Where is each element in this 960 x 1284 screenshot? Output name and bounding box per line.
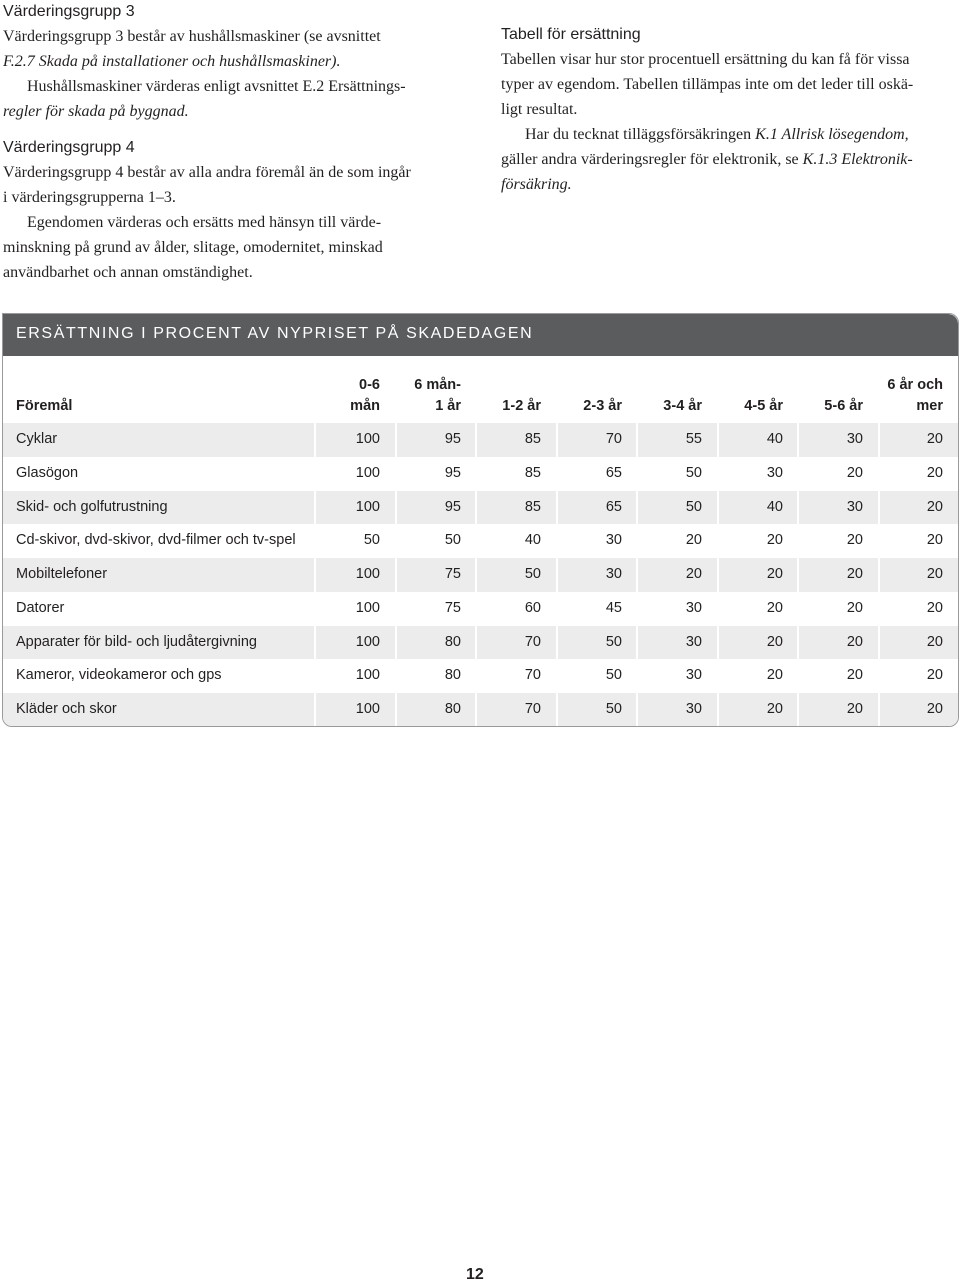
row-value: 50 bbox=[685, 464, 702, 481]
right-column bbox=[501, 23, 959, 197]
row-value: 100 bbox=[355, 599, 380, 616]
column-divider bbox=[314, 693, 316, 727]
column-divider bbox=[314, 423, 316, 457]
row-value: 20 bbox=[766, 667, 783, 684]
allrisk-reference: K.1 Allrisk lösegendom, bbox=[755, 126, 909, 143]
column-divider bbox=[556, 558, 558, 592]
electronics-reference: försäkring. bbox=[501, 176, 572, 193]
row-value: 70 bbox=[524, 701, 541, 717]
row-value: 70 bbox=[605, 431, 622, 447]
row-value: 20 bbox=[926, 464, 943, 481]
column-divider bbox=[717, 491, 719, 525]
header-col-0-6-months: 0-6 mån bbox=[350, 377, 380, 414]
row-value: 30 bbox=[766, 464, 783, 481]
row-value: 100 bbox=[355, 431, 380, 447]
header-col-3-4-years: 3-4 år bbox=[663, 398, 702, 414]
row-value: 20 bbox=[926, 498, 943, 515]
row-item-name: Datorer bbox=[16, 599, 65, 616]
row-value: 20 bbox=[926, 633, 943, 650]
group4-heading: Värderingsgrupp 4 bbox=[3, 139, 135, 156]
row-value: 80 bbox=[444, 701, 461, 717]
row-value: 30 bbox=[685, 599, 702, 616]
column-divider bbox=[395, 558, 397, 592]
intro-line bbox=[501, 147, 959, 172]
row-value: 20 bbox=[685, 532, 702, 549]
intro-line bbox=[501, 172, 959, 197]
electronics-reference: K.1.3 Elektronik- bbox=[802, 151, 913, 168]
group3-heading: Värderingsgrupp 3 bbox=[3, 3, 135, 20]
column-divider bbox=[314, 626, 316, 660]
row-value: 85 bbox=[524, 431, 541, 447]
row-value: 30 bbox=[685, 701, 702, 717]
row-value: 30 bbox=[605, 532, 622, 549]
row-item-name: Mobiltelefoner bbox=[16, 566, 108, 582]
row-item-name: Kameror, videokameror och gps bbox=[16, 667, 222, 684]
table-row bbox=[3, 524, 958, 558]
group4-line: Värderingsgrupp 4 består av alla andra föremål än de som ingår bbox=[3, 164, 411, 181]
column-divider bbox=[475, 626, 477, 660]
row-value: 20 bbox=[846, 532, 863, 549]
header-col-6-months-1-year: 6 mån- 1 år bbox=[414, 377, 461, 414]
intro-line: typer av egendom. Tabellen tillämpas inte om det leder till oskä- bbox=[501, 76, 914, 93]
row-item-name: Skid- och golfutrustning bbox=[16, 498, 168, 515]
intro-line bbox=[501, 122, 959, 147]
header-col-2-3-years: 2-3 år bbox=[583, 398, 622, 414]
table-row bbox=[3, 626, 958, 660]
row-value: 100 bbox=[355, 633, 380, 650]
table-title: ERSÄTTNING I PROCENT AV NYPRISET PÅ SKADEDAGEN bbox=[16, 325, 534, 342]
row-item-name: Apparater för bild- och ljudåtergivning bbox=[16, 633, 257, 650]
column-divider bbox=[636, 423, 638, 457]
column-divider bbox=[797, 423, 799, 457]
column-divider bbox=[475, 693, 477, 727]
page-number: 12 bbox=[466, 1266, 484, 1283]
intro-line: ligt resultat. bbox=[501, 101, 578, 118]
row-value: 20 bbox=[846, 464, 863, 481]
row-value: 20 bbox=[846, 566, 863, 582]
row-value: 20 bbox=[926, 566, 943, 582]
column-divider bbox=[717, 693, 719, 727]
header-col-6-years-plus: 6 år och mer bbox=[887, 377, 943, 414]
row-item-name: Kläder och skor bbox=[16, 701, 117, 717]
group3-reference: regler för skada på byggnad. bbox=[3, 103, 189, 120]
row-value: 20 bbox=[766, 532, 783, 549]
table-row bbox=[3, 491, 958, 525]
column-divider bbox=[395, 491, 397, 525]
left-column bbox=[3, 0, 461, 285]
group3-reference: F.2.7 Skada på installationer och hushållsmaskiner). bbox=[3, 53, 341, 70]
header-col-1-2-years: 1-2 år bbox=[502, 398, 541, 414]
group4-line: användbarhet och annan omständighet. bbox=[3, 264, 253, 281]
row-value: 40 bbox=[524, 532, 541, 549]
row-value: 50 bbox=[444, 532, 461, 549]
row-value: 20 bbox=[846, 667, 863, 684]
header-item: Föremål bbox=[16, 398, 73, 414]
header-col-5-6-years: 5-6 år bbox=[824, 398, 863, 414]
row-value: 85 bbox=[524, 464, 541, 481]
column-divider bbox=[797, 558, 799, 592]
column-divider bbox=[878, 693, 880, 727]
row-value: 50 bbox=[524, 566, 541, 582]
group3-line bbox=[3, 49, 461, 74]
column-divider bbox=[878, 423, 880, 457]
column-divider bbox=[556, 626, 558, 660]
row-value: 20 bbox=[846, 701, 863, 717]
column-divider bbox=[797, 626, 799, 660]
column-divider bbox=[475, 423, 477, 457]
column-divider bbox=[636, 558, 638, 592]
group4-line: Egendomen värderas och ersätts med hänsyn till värde- bbox=[27, 214, 382, 231]
row-value: 20 bbox=[766, 599, 783, 616]
row-value: 100 bbox=[355, 498, 380, 515]
row-value: 50 bbox=[363, 532, 380, 549]
group3-text: Hushållsmaskiner värderas enligt avsnittet E.2 Ersättnings- bbox=[27, 78, 406, 95]
row-value: 95 bbox=[444, 498, 461, 515]
row-value: 100 bbox=[355, 701, 380, 717]
column-divider bbox=[878, 558, 880, 592]
table-row bbox=[3, 423, 958, 457]
row-value: 100 bbox=[355, 464, 380, 481]
intro-text: gäller andra värderingsregler för elektronik, se bbox=[501, 151, 803, 168]
row-value: 20 bbox=[926, 667, 943, 684]
column-divider bbox=[556, 423, 558, 457]
row-value: 20 bbox=[846, 633, 863, 650]
row-value: 75 bbox=[444, 599, 461, 616]
column-divider bbox=[314, 491, 316, 525]
row-item-name: Cd-skivor, dvd-skivor, dvd-filmer och tv-spel bbox=[16, 532, 296, 549]
row-value: 20 bbox=[926, 532, 943, 549]
row-value: 20 bbox=[685, 566, 702, 582]
row-value: 20 bbox=[926, 701, 943, 717]
column-divider bbox=[556, 491, 558, 525]
row-value: 60 bbox=[524, 599, 541, 616]
row-value: 75 bbox=[444, 566, 461, 582]
row-value: 50 bbox=[605, 701, 622, 717]
table-row bbox=[3, 457, 958, 491]
row-value: 30 bbox=[846, 498, 863, 515]
column-divider bbox=[475, 491, 477, 525]
row-value: 30 bbox=[685, 667, 702, 684]
column-divider bbox=[717, 423, 719, 457]
row-value: 80 bbox=[444, 633, 461, 650]
row-value: 20 bbox=[766, 566, 783, 582]
table-banner bbox=[3, 314, 958, 356]
row-value: 45 bbox=[605, 599, 622, 616]
column-divider bbox=[636, 626, 638, 660]
row-value: 30 bbox=[605, 566, 622, 582]
row-value: 65 bbox=[605, 464, 622, 481]
row-value: 20 bbox=[926, 431, 943, 447]
row-value: 20 bbox=[766, 633, 783, 650]
column-divider bbox=[395, 626, 397, 660]
group3-line: Värderingsgrupp 3 består av hushållsmaskiner (se avsnittet bbox=[3, 28, 381, 45]
table-row bbox=[3, 558, 958, 592]
column-divider bbox=[878, 491, 880, 525]
compensation-table-heading: Tabell för ersättning bbox=[501, 26, 641, 43]
row-value: 50 bbox=[685, 498, 702, 515]
column-divider bbox=[395, 693, 397, 727]
table-row bbox=[3, 592, 958, 626]
group4-line: minskning på grund av ålder, slitage, omodernitet, minskad bbox=[3, 239, 383, 256]
column-divider bbox=[717, 626, 719, 660]
row-value: 50 bbox=[605, 667, 622, 684]
table-row bbox=[3, 693, 958, 727]
column-divider bbox=[475, 558, 477, 592]
row-value: 100 bbox=[355, 667, 380, 684]
row-value: 85 bbox=[524, 498, 541, 515]
row-value: 30 bbox=[685, 633, 702, 650]
column-divider bbox=[395, 423, 397, 457]
row-value: 95 bbox=[444, 431, 461, 447]
row-value: 65 bbox=[605, 498, 622, 515]
intro-line: Tabellen visar hur stor procentuell ersättning du kan få för vissa bbox=[501, 51, 910, 68]
row-value: 50 bbox=[605, 633, 622, 650]
row-value: 55 bbox=[685, 431, 702, 447]
column-divider bbox=[636, 693, 638, 727]
group3-line bbox=[3, 99, 461, 124]
table-header-row bbox=[3, 368, 958, 423]
column-divider bbox=[797, 693, 799, 727]
row-value: 95 bbox=[444, 464, 461, 481]
column-divider bbox=[636, 491, 638, 525]
row-item-name: Glasögon bbox=[16, 464, 79, 481]
row-value: 100 bbox=[355, 566, 380, 582]
column-divider bbox=[556, 693, 558, 727]
column-divider bbox=[797, 491, 799, 525]
column-divider bbox=[717, 558, 719, 592]
row-value: 70 bbox=[524, 633, 541, 650]
intro-text: Har du tecknat tilläggsförsäkringen bbox=[525, 126, 756, 143]
row-value: 20 bbox=[846, 599, 863, 616]
row-value: 80 bbox=[444, 667, 461, 684]
row-value: 40 bbox=[766, 431, 783, 447]
row-value: 20 bbox=[926, 599, 943, 616]
row-value: 70 bbox=[524, 667, 541, 684]
table-row bbox=[3, 659, 958, 693]
group4-line: i värderingsgrupperna 1–3. bbox=[3, 189, 176, 206]
table-body bbox=[3, 368, 958, 727]
row-value: 40 bbox=[766, 498, 783, 515]
header-col-4-5-years: 4-5 år bbox=[744, 398, 783, 414]
row-item-name: Cyklar bbox=[16, 431, 58, 447]
group3-line bbox=[3, 74, 461, 99]
row-value: 20 bbox=[766, 701, 783, 717]
column-divider bbox=[878, 626, 880, 660]
row-value: 30 bbox=[846, 431, 863, 447]
compensation-table bbox=[2, 313, 959, 727]
column-divider bbox=[314, 558, 316, 592]
